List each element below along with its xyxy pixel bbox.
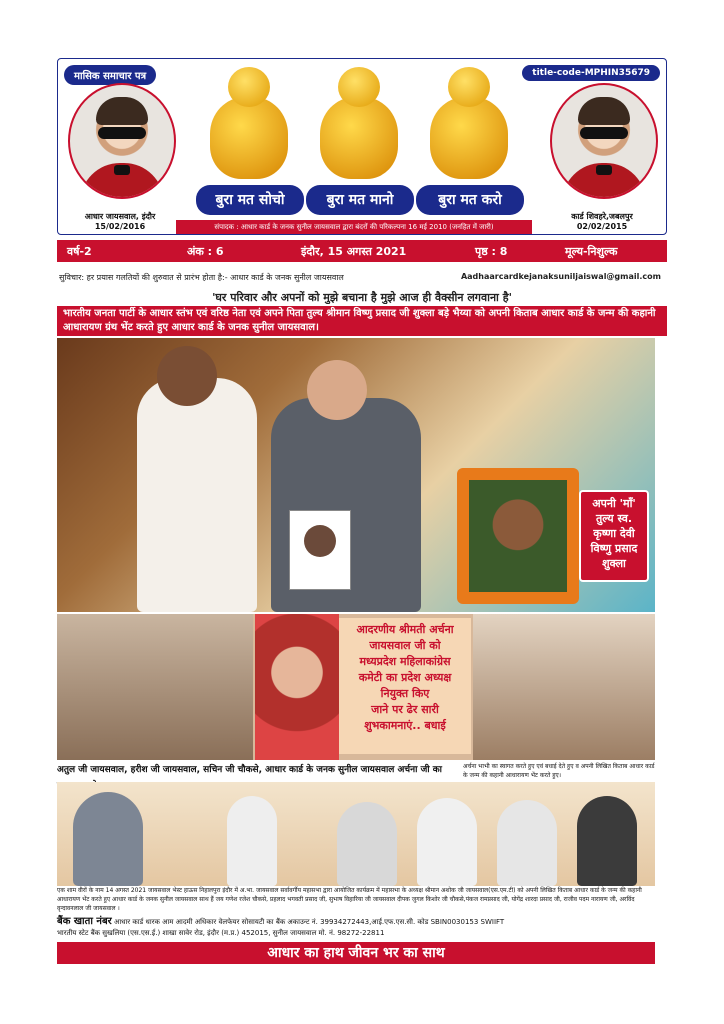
motto-do: बुरा मत करो: [416, 185, 524, 215]
motto-believe: बुरा मत मानो: [306, 185, 414, 215]
event-caption: एक शाम वीरों के नाम 14 अगस्त 2021 जायसवाल भेस्ट हाऊस निहालपुरा इंदौर में अ.भा. जायसवाल सर्वावर्गीय महासभा द्वारा आयोजित कार्यक्रम में महासभा के अध्यक्ष श्रीमान अशोक जी जायसवाल(एस.एम.टी) को अपनी लिखित किताब आधार कार्ड के जन्म की कहानी आधारायण भेंट करते हुए आधार कार्ड के जनक सुनील जायसवाल साथ हैं जय गणेश रजेश चौकसे, प्रहलाद भगवती प्रसाद जी, सुभाष विहारिया जी जायसवाल दीपक जुगल किशोर जी चौकसे,पंकज रामप्रसाद जी, योगेंद्र शारदा प्रसाद जी, राजीव पदम नारायण जी, अरविंद वृन्दावनलाल जी जायसवाल ।: [57, 887, 642, 912]
publication-type-label: मासिक समाचार पत्र: [64, 65, 156, 85]
left-child-date: 15/02/2016: [94, 222, 146, 231]
monkey-speak-no-evil-illustration: [424, 67, 514, 179]
title-code: title-code-MPHIN35679: [522, 65, 660, 81]
attendee: [417, 798, 477, 886]
portrait-frame: [457, 468, 579, 604]
attendee: [337, 802, 397, 886]
monkey-hear-no-evil-illustration: [314, 67, 404, 179]
left-child-name: आधार जायसवाल, इंदौर: [84, 212, 156, 221]
contact-email: Aadhaarcardkejanaksuniljaiswal@gmail.com: [460, 272, 661, 281]
man-head: [157, 346, 217, 406]
right-child-photo: [550, 83, 658, 199]
bank-line-1: आधार कार्ड धारक आम आदमी अधिकार वेलफेयर सोसायटी का बैंक अकाउन्ट नं. 39934272443,आई.एफ.एस.सी. कोड SBIN0030153 SWIIFT: [114, 918, 505, 926]
congratulations-box: आदरणीय श्रीमती अर्चना जायसवाल जी को मध्यप्रदेश महिलाकांग्रेस कमेटी का प्रदेश अध्यक्ष नियुक्त किए जाने पर ढेर सारी शुभकामनाएं.. बधाई: [339, 618, 471, 754]
welcome-caption-left: अतुल जी जायसवाल, हरीश जी जायसवाल, सचिन जी चौकसे, आधार कार्ड के जनक सुनील जायसवाल अर्चना जी का: [57, 765, 442, 775]
man-in-white-shirt: [137, 378, 257, 612]
issue-year: वर्ष-2: [67, 245, 92, 258]
archana-portrait: [255, 614, 339, 760]
attendee: [577, 796, 637, 886]
editor-line: संपादक : आधार कार्ड के जनक सुनील जायसवाल द्वारा बंदरों की परिकल्पना 16 मई 2010 (जनहित में जारी): [176, 220, 532, 234]
welcome-photo-left: [57, 614, 253, 760]
lead-photo: [57, 338, 655, 612]
left-child-photo: [68, 83, 176, 199]
elder-head: [307, 360, 367, 420]
footer-slogan: आधार का हाथ जीवन भर का साथ: [57, 942, 655, 964]
vaccine-quote: 'घर परिवार और अपनों को मुझे बचाना है मुझे आज ही वैक्सीन लगवाना है': [212, 291, 512, 304]
masthead: [57, 58, 667, 235]
lead-headline: भारतीय जनता पार्टी के आधार स्तंभ एवं वरिष्ठ नेता एवं अपने पिता तुल्य श्रीमान विष्णु प्रसाद जी शुक्ला बड़े भैय्या को अपनी किताब आधार कार्ड के जन्म की कहानी आधारायण ग्रंथ भेंट करते हुए आधार कार्ड के जनक सुनील जायसवाल।: [57, 306, 667, 336]
mother-caption: अपनी 'माँ' तुल्य स्व. कृष्णा देवी विष्णु प्रसाद शुक्ला: [579, 490, 649, 582]
issue-pages: पृष्ठ : 8: [475, 245, 508, 258]
motto-think: बुरा मत सोचो: [196, 185, 304, 215]
right-child-date: 02/02/2015: [576, 222, 628, 231]
bank-label: बैंक खाता नंबर: [57, 916, 112, 927]
event-photo: [57, 782, 655, 886]
issue-info-bar: [57, 240, 667, 262]
thought-notice: सुविचार: हर प्रयास गलतियों की शुरुवात से प्रारंभ होता है:- आधार कार्ड के जनक सुनील जायसवाल: [59, 273, 344, 282]
attendee: [497, 800, 557, 886]
issue-price: मूल्य-निशुल्क: [565, 245, 618, 258]
bank-line-2: भारतीय स्टेट बैंक सुखलिया (एस.एस.ई.) शाखा सावेर रोड, इंदौर (म.प्र.) 452015, सुनील जायसवाल मो. नं. 98272-22811: [57, 929, 385, 937]
welcome-caption-right: अर्चना भाभी का स्वागत करते हुए एवं बधाई देते हुए व अपनी लिखित किताब आधार कार्ड के जन्म की कहानी आधारायण भेंट करते हुए।: [463, 763, 655, 779]
monkey-see-no-evil-illustration: [204, 67, 294, 179]
issue-number: अंक : 6: [187, 245, 224, 258]
issue-place-date: इंदौर, 15 अगस्त 2021: [301, 245, 407, 258]
bank-details: [57, 916, 655, 942]
welcome-photo-strip: [57, 614, 655, 760]
newspaper-page: [57, 58, 667, 966]
attendee: [227, 796, 277, 886]
welcome-photo-right: [473, 614, 655, 760]
book-aadharayan: [289, 510, 351, 590]
right-child-name: कार्ड शिवहरे,जबलपुर: [571, 212, 633, 221]
speaker-at-podium: [73, 792, 143, 886]
